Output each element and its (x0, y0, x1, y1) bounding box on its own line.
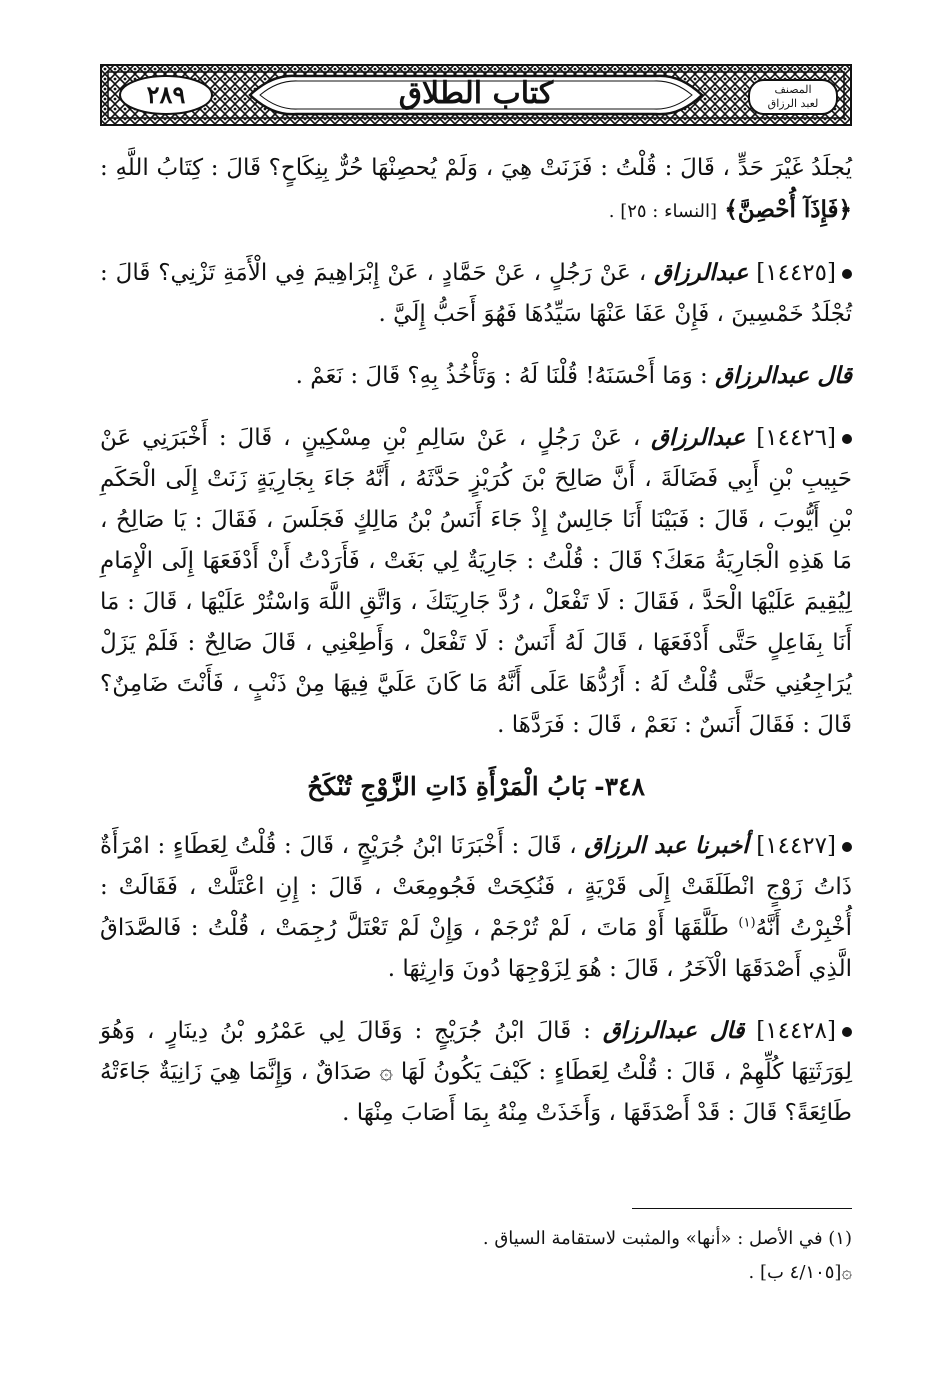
hadith-text-part-1: : قَالَ ابْنُ جُرَيْجٍ : وَقَالَ لِي عَمْرُو بْنُ دِينَارٍ ، وَهُوَ لِوَرَثَتِهَا كُلِّهِمْ ، قَالَ : قُلْتُ لِعَطَاءٍ : كَيْفَ يَكُونُ لَهَا (100, 1018, 853, 1085)
hadith-text-part-2: طَلَّقَهَا أَوْ مَاتَ ، لَمْ تُرْجَمْ ، وَإِنْ لَمْ تَعْتَلَّ رُجِمَتْ ، قُلْتُ : فَالصَّدَاقُ الَّذِي أَصْدَقَهَا الْآخَرُ ، قَالَ : هُوَ لِزَوْجِهَا دُونَ وَارِثِهَا . (100, 915, 852, 982)
footnote-page-ref: ۞[٤/١٠٥ ب] . (748, 1262, 852, 1283)
quran-verse: ﴿فَإِذَآ أُحْصِنَّ﴾ (724, 196, 852, 223)
page-break-marker: ۞ (379, 1059, 393, 1085)
bullet-icon (842, 842, 852, 852)
footnote-marker[interactable]: (١) (738, 915, 756, 931)
page-header (100, 64, 852, 126)
hadith-14428 (100, 1010, 852, 1134)
logo-line-1: المصنف (774, 83, 812, 96)
verse-reference: [النساء : ٢٥] . (608, 201, 718, 222)
book-title: كتاب الطلاق (398, 76, 554, 111)
hadith-number: [١٤٤٢٥] (756, 260, 837, 286)
footnotes (100, 1222, 852, 1290)
hadith-number: [١٤٤٢٧] (756, 833, 837, 859)
book-logo-seal (748, 79, 838, 115)
narrator: عبدالرزاق (654, 259, 749, 286)
logo-line-2: لعبد الرزاق (767, 97, 819, 110)
hadith-14426 (100, 417, 852, 746)
chapter-heading: ٣٤٨- بَابُ الْمَرْأَةِ ذَاتِ الزَّوْجِ تُنْكَحُ (307, 772, 645, 801)
continuation-paragraph (100, 148, 852, 232)
hadith-text-part-1: ، قَالَ : أَخْبَرَنَا ابْنُ جُرَيْجٍ ، قَالَ : قُلْتُ لِعَطَاءٍ : امْرَأَةٌ ذَاتُ زَوْجٍ انْطَلَقَتْ إِلَى قَرْيَةٍ ، فَنُكِحَتْ فَجُومِعَتْ ، قَالَ : إِنِ اعْتَلَّتْ ، فَقَالَتْ : أُخْبِرْتُ أَنَّهُ (100, 833, 853, 941)
hadith-14427 (100, 825, 852, 990)
narrator: قال عبدالرزاق (715, 362, 852, 389)
bullet-icon (842, 1027, 852, 1037)
hadith-text: ، عَنْ رَجُلٍ ، عَنْ حَمَّادٍ ، عَنْ إِبْرَاهِيمَ فِي الْأَمَةِ تَزْنِي؟ قَالَ : تُجْلَدُ خَمْسِينَ ، فَإِنْ عَفَا عَنْهَا سَيِّدُهَا فَهُوَ أَحَبُّ إِلَيَّ . (100, 260, 852, 327)
hadith-number: [١٤٤٢٨] (756, 1018, 837, 1044)
footnote-divider (632, 1208, 852, 1209)
continuation-text: يُجلَدُ غَيْرَ حَدٍّ ، قَالَ : قُلْتُ : فَزَنَتْ هِيَ ، وَلَمْ يُحصِنْهَا حُرٌّ بِنِكَاحٍ؟ قَالَ : كِتَابُ اللَّهِ : (100, 155, 852, 181)
main-text (100, 148, 852, 1154)
bullet-icon (842, 269, 852, 279)
narrator: عبدالرزاق (651, 424, 746, 451)
narrator: قال عبدالرزاق (602, 1017, 745, 1044)
footnote-1: (١) في الأصل : «أنها» والمثبت لاستقامة السياق . (482, 1228, 852, 1249)
page-number: ٢٨٩ (146, 80, 186, 109)
comment-14425 (100, 355, 852, 397)
narrator: أخبرنا عبد الرزاق (584, 832, 749, 859)
hadith-14425 (100, 252, 852, 335)
hadith-text: ، عَنْ رَجُلٍ ، عَنْ سَالِمِ بْنِ مِسْكِينٍ ، قَالَ : أَخْبَرَنِي عَنْ حَبِيبِ بْنِ أَبِي فَضَالَةَ ، أَنَّ صَالِحَ بْنَ كُرَيْزٍ حَدَّثَهُ ، أَنَّهُ جَاءَ بِجَارِيَةٍ زَنَتْ إِلَى الْحَكَمِ بْنِ أَيُّوبَ ، قَالَ : فَبَيْنَا أَنَا جَالِسٌ إِذْ جَاءَ أَنَسُ بْنُ مَالِكٍ فَجَلَسَ ، فَقَالَ : يَا صَالِحُ ، مَا هَذِهِ الْجَارِيَةُ مَعَكَ؟ قَالَ : قُلْتُ : جَارِيَةٌ لِي بَغَتْ ، فَأَرَدْتُ أَنْ أَدْفَعَهَا إِلَى الْإِمَامِ لِيُقِيمَ عَلَيْهَا الْحَدَّ ، فَقَالَ : لَا تَفْعَلْ ، رُدَّ جَارِيَتَكَ ، وَاتَّقِ اللَّهَ وَاسْتُرْ عَلَيْهَا ، قَالَ : مَا أَنَا بِفَاعِلٍ حَتَّى أَدْفَعَهَا ، قَالَ لَهُ أَنَسٌ : لَا تَفْعَلْ ، وَأَطِعْنِي ، قَالَ صَالِحٌ : فَلَمْ يَزَلْ يُرَاجِعُنِي حَتَّى قُلْتُ لَهُ : أَرُدُّهَا عَلَى أَنَّهُ مَا كَانَ عَلَيَّ فِيهَا مِنْ ذَنْبٍ ، فَأَنْتَ ضَامِنٌ؟ قَالَ : فَقَالَ أَنَسٌ : نَعَمْ ، قَالَ : فَرَدَّهَا . (100, 425, 852, 738)
bullet-icon (842, 434, 852, 444)
hadith-text-part-2: صَدَاقٌ ، وَإِنَّمَا هِيَ زَانِيَةٌ جَاءَتْهُ طَائِعَةً؟ قَالَ : قَدْ أَصْدَقَهَا ، وَأَخَذَتْ مِنْهُ بِمَا أَصَابَ مِنْهَا . (100, 1059, 852, 1126)
hadith-number: [١٤٤٢٦] (756, 425, 836, 451)
comment-text: : وَمَا أَحْسَنَهُ! قُلْنَا لَهُ : وَتَأْخُذُ بِهِ؟ قَالَ : نَعَمْ . (295, 363, 708, 389)
